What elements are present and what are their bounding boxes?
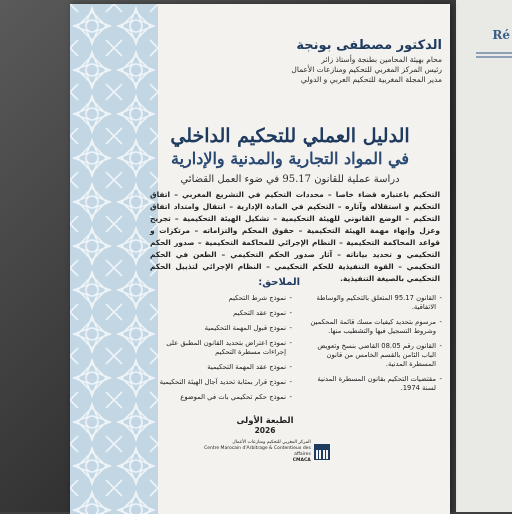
contents-summary: التحكيم باعتباره قضاء خاصا – محددات التحكيم في التشريع المغربي – اتفاق التحكيم و استقلاله وآثاره – التحكيم في المادة الإدارية – انتقال وامتداد اتفاق التحكيم – الوضع القانوني للهيئة التحكيمية – تشكيل الهيئة التحكيمية – تجريح وعزل وإنهاء مهمة الهيئة التحكيمية – حقوق المحكم والتزاماته – مرتكزات و قواعد المحاكمة التحكيمية – النظام الإجرائي للمحاكمة التحكيمية – صدور الحكم التحكيمي و تحديد بياناته – آثار صدور الحكم التحكيمي – الطعن في الحكم التحكيمي – القوة التنفيذية للحكم التحكيمي – النظام الإجرائي لتذييل الحكم التحكيمي بالصيغة التنفيذية. (150, 190, 440, 283)
annex-item: - مقتضيات التحكيم بقانون المسطرة المدنية لسنة 1974. (302, 375, 442, 393)
edition-block (225, 416, 305, 435)
book-tagline: دراسة عملية للقانون 95.17 في ضوء العمل القضائي (180, 174, 400, 185)
annex-item: - القانون 95.17 المتعلق بالتحكيم والوساطة الاتفاقية. (302, 294, 442, 312)
annex-item: - مرسوم بتحديد كيفيات مسك قائمة المحكمين وشروط التسجيل فيها والتشطيب منها. (302, 318, 442, 336)
publisher-name-fr: Centre Marocain d'Arbitrage & Contentieux des affaires (204, 446, 311, 457)
annex-item: - نموذج قبول المهمة التحكيمية (142, 324, 292, 333)
annexes-list-models (142, 294, 292, 408)
author-credential: مدير المجلة المغربية للتحكيم العربي و الدولي (300, 75, 442, 84)
edition-year: 2026 (254, 426, 276, 435)
annex-item: - نموذج عقد التحكيم (142, 309, 292, 318)
author-block (172, 38, 442, 85)
publisher-name-ar: المركز المغربي للتحكيم ومنازعات الأعمال (232, 440, 311, 445)
annex-item: - نموذج حكم تحكيمي بات في الموضوع (142, 393, 292, 402)
publisher-logo-icon (314, 444, 330, 460)
author-credential: محام بهيئة المحامين بطنجة وأستاذ زائر (321, 55, 442, 64)
publisher-block (200, 440, 330, 464)
annex-item: - القانون رقم 08.05 القاضي بنسخ وتعويض الباب الثامن بالقسم الخامس من قانون المسطرة المدنية. (302, 342, 442, 369)
annexes-list-laws (302, 294, 442, 399)
author-credential: رئيس المركز المغربي للتحكيم ومنازعات الأعمال (291, 65, 442, 74)
adjacent-book-text-lines (470, 50, 512, 58)
book-title: الدليل العملي للتحكيم الداخلي (170, 125, 410, 147)
edition-label: الطبعة الأولى (236, 416, 294, 426)
adjacent-book-title-fragment: Ré (492, 28, 510, 42)
publisher-text (200, 440, 311, 464)
annex-item: - نموذج قرار بمثابة تحديد آجال الهيئة التحكيمية (142, 378, 292, 387)
annex-item: - نموذج اعتراض بتحديد القانون المطبق على إجراءات مسطرة التحكيم (142, 339, 292, 357)
annex-item: - نموذج عقد المهمة التحكيمية (142, 363, 292, 372)
book-cover (70, 4, 450, 514)
publisher-abbr: CMACA (292, 458, 311, 463)
annex-item: - نموذج شرط التحكيم (142, 294, 292, 303)
book-title-block (140, 124, 440, 185)
adjacent-book-cover (456, 0, 512, 512)
book-subtitle: في المواد التجارية والمدنية والإدارية (171, 149, 409, 168)
annexes-heading: الملاحق: (258, 277, 300, 288)
author-name: الدكتور مصطفى بونجة (296, 38, 442, 53)
